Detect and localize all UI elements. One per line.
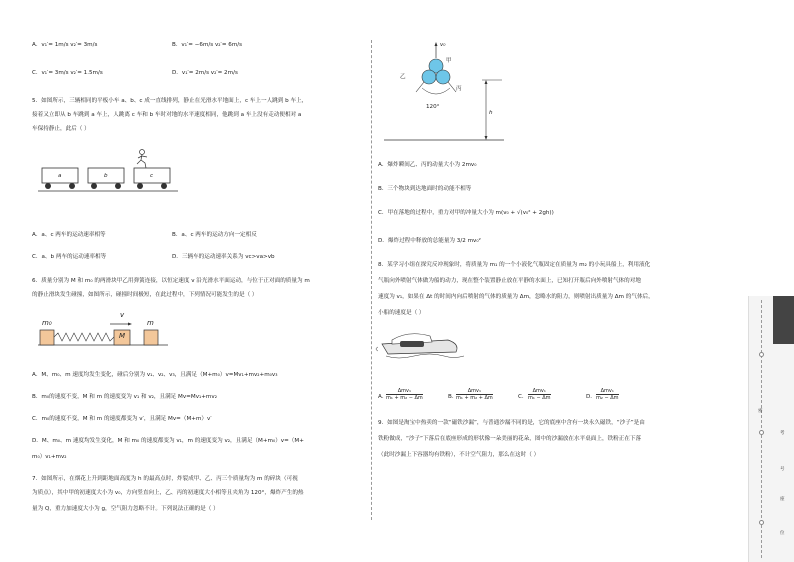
- q8-option-c-fraction: Δmv₁ m₁ − Δm: [528, 388, 551, 401]
- label-h: h: [489, 110, 493, 116]
- q5-option-d: D．三辆车的运动速率关系为 vc>va>vb: [172, 254, 275, 260]
- binding-label-kao: 考: [780, 431, 785, 436]
- q8-option-a-fraction: Δmv₁ m₁ + m₂ − Δm: [386, 388, 423, 401]
- label-v0: v₀: [440, 42, 446, 48]
- q5-text-line2: 接着又立即从 b 车跳到 a 车上，人跳离 c 车和 b 车时对地的水平速度相同，他跳到 a 车上没有走动便相对 a: [32, 112, 302, 118]
- q8-text-line1: 8．某学习小组在探究反冲现象时，将质量为 m₁ 的一个小液化气瓶固定在质量为 m₂ 的小玩具船上，利用液化: [378, 262, 651, 268]
- q7-option-b: B．三个物块到达地面时的动能不相等: [378, 186, 472, 192]
- label-jia: 甲: [446, 58, 452, 64]
- q8-option-a-label: A．: [378, 394, 388, 400]
- q4-option-a: A．v₁′= 1m/s v₂′= 3m/s: [32, 42, 98, 48]
- q6-option-d-line1: D．M、m₀、m 速度均发生变化，M 和 m₀ 的速度都变为 v₁，m 的速度变为 v₂，且满足（M+m₀）v=（M+: [32, 438, 304, 444]
- q4-option-c: C．v₁′= 3m/s v₂′= 1.5m/s: [32, 70, 103, 76]
- fragment-yi: [422, 70, 436, 84]
- q9-text-line2: 铁粉做成，“沙子”下落后在底座形成的形状像一朵美丽的花朵，图中的沙漏放在水平桌面上，铁粉正在下落: [378, 436, 642, 442]
- q8-option-b-label: B．: [448, 394, 458, 400]
- label-m: m: [147, 319, 154, 327]
- q7-text-line1: 7．如图所示，在烟花上升到距地面高度为 h 的最高点时，炸裂成甲、乙、丙三个质量均为 m 的碎块（可视: [32, 476, 298, 482]
- binding-hole-2: [759, 430, 764, 435]
- q7-option-c: C．甲在落地的过程中，重力对甲的冲量大小为 m(v₀ + √(v₀² + 2gh)): [378, 210, 554, 216]
- block-m: [144, 330, 158, 345]
- cart-a-label: a: [58, 173, 62, 179]
- q7-option-a: A．爆炸瞬间乙、丙的动量大小为 2mv₀: [378, 162, 477, 168]
- binding-label-seat: 位: [780, 531, 785, 536]
- q9-text-line3: （此时沙漏上下容器均有铁粉），不计空气阻力，那么在这时（ ）: [378, 452, 540, 458]
- q5-option-b: B．a、c 两车的运动方向一定相反: [172, 232, 257, 238]
- q8-option-b-fraction: Δmv₁ m₁ + m₂ + Δm: [456, 388, 493, 401]
- person-figure: [137, 150, 147, 169]
- label-v: v: [120, 311, 125, 319]
- q5-option-a: A．a、c 两车的运动速率相等: [32, 232, 106, 238]
- q7-text-line3: 量为 Q，重力加速度大小为 g，空气阻力忽略不计。下列说法正确的是（ ）: [32, 506, 219, 512]
- q5-option-c: C．a、b 两车的运动速率相等: [32, 254, 107, 260]
- q5-text-line1: 5．如图所示，三辆相同的平板小车 a、b、c 成一直线排列，静止在光滑水平地面上，c 车上一人跳到 b 车上，: [32, 98, 308, 104]
- q5-carts-figure: [38, 144, 178, 196]
- label-bing: 丙: [456, 86, 462, 92]
- q4-option-b: B．v₁′= −6m/s v₂′= 6m/s: [172, 42, 243, 48]
- q8-text-line3: 速度为 v₁，如果在 Δt 的时间内向后喷射的气体的质量为 Δm，忽略水的阻力，则喷射出质量为 Δm 的气体后，: [378, 294, 654, 300]
- gas-bottle: [400, 341, 424, 347]
- binding-label-seal: 密: [758, 409, 763, 414]
- q8-option-d-label: D．: [586, 394, 596, 400]
- q6-option-a: A．M、m₀、m 速度均发生变化，碰后分别为 v₁、v₂、v₃，且满足（M+m₀）v=Mv₁+mv₂+m₀v₃: [32, 372, 278, 378]
- q6-text-line1: 6．质量分别为 M 和 m₀ 的两滑块甲乙用弹簧连接，以恒定速度 v 沿光滑水平面运动，与位于正对面的质量为 m: [32, 278, 310, 284]
- q7-option-d: D．爆炸过程中释放的总能量为 3/2 mv₀²: [378, 238, 481, 244]
- block-m0: [40, 330, 54, 345]
- q8-text-line4: 小船的速度是（ ）: [378, 310, 425, 316]
- q9-text-line1: 9．如图是淘宝中热卖的一款“磁铁沙漏”，与普通沙漏不同的是，它的底座中含有一块永久磁铁，“沙子”是由: [378, 420, 645, 426]
- q6-spring-figure: [38, 312, 168, 348]
- cart-c-label: c: [150, 173, 154, 179]
- q7-firework-figure: [384, 40, 514, 144]
- binding-hole-3: [759, 520, 764, 525]
- label-yi: 乙: [400, 74, 406, 80]
- label-M: M: [119, 332, 126, 340]
- q5-text-line3: 车保持静止，此后（ ）: [32, 126, 90, 132]
- cart-b-label: b: [104, 173, 108, 179]
- q6-option-b: B．m₀的速度不变，M 和 m 的速度变为 v₁ 和 v₂，且满足 Mv=Mv₁+mv₂: [32, 394, 217, 400]
- label-m0: m₀: [42, 319, 52, 327]
- q4-option-d: D．v₁′= 2m/s v₂′= 2m/s: [172, 70, 238, 76]
- spring: [54, 333, 114, 341]
- q7-text-line2: 为质点），其中甲的初速度大小为 v₀，方向竖直向上，乙、丙的初速度大小相等且夹角为 120°，爆炸产生的热: [32, 490, 304, 496]
- q8-option-d-fraction: Δmv₁ m₂ − Δm: [596, 388, 619, 401]
- q8-boat-figure: [378, 326, 468, 366]
- column-divider: [371, 40, 372, 520]
- binding-label-zuo: 座: [780, 497, 785, 502]
- q6-text-line2: 的静止滑块发生碰撞，如图所示，碰撞时间极短，在此过程中，下列情况可能发生的是（ ）: [32, 292, 258, 298]
- binding-strip-header: [773, 296, 794, 344]
- q8-text-line2: 气瓶向外喷射气体做为船的动力，现在整个装置静止放在平静的水面上，已知打开瓶后向外喷射气体的对地: [378, 278, 641, 284]
- label-angle: 120°: [426, 104, 440, 110]
- q6-option-d-line2: m₀）v₁+mv₂: [32, 454, 67, 460]
- q6-option-c: C．m₀的速度不变，M 和 m 的速度都变为 v′，且满足 Mv=（M+m）v′: [32, 416, 212, 422]
- binding-label-hao: 号: [780, 467, 785, 472]
- q8-option-c-label: C．: [518, 394, 528, 400]
- fragment-bing: [436, 70, 450, 84]
- binding-hole-1: [759, 352, 764, 357]
